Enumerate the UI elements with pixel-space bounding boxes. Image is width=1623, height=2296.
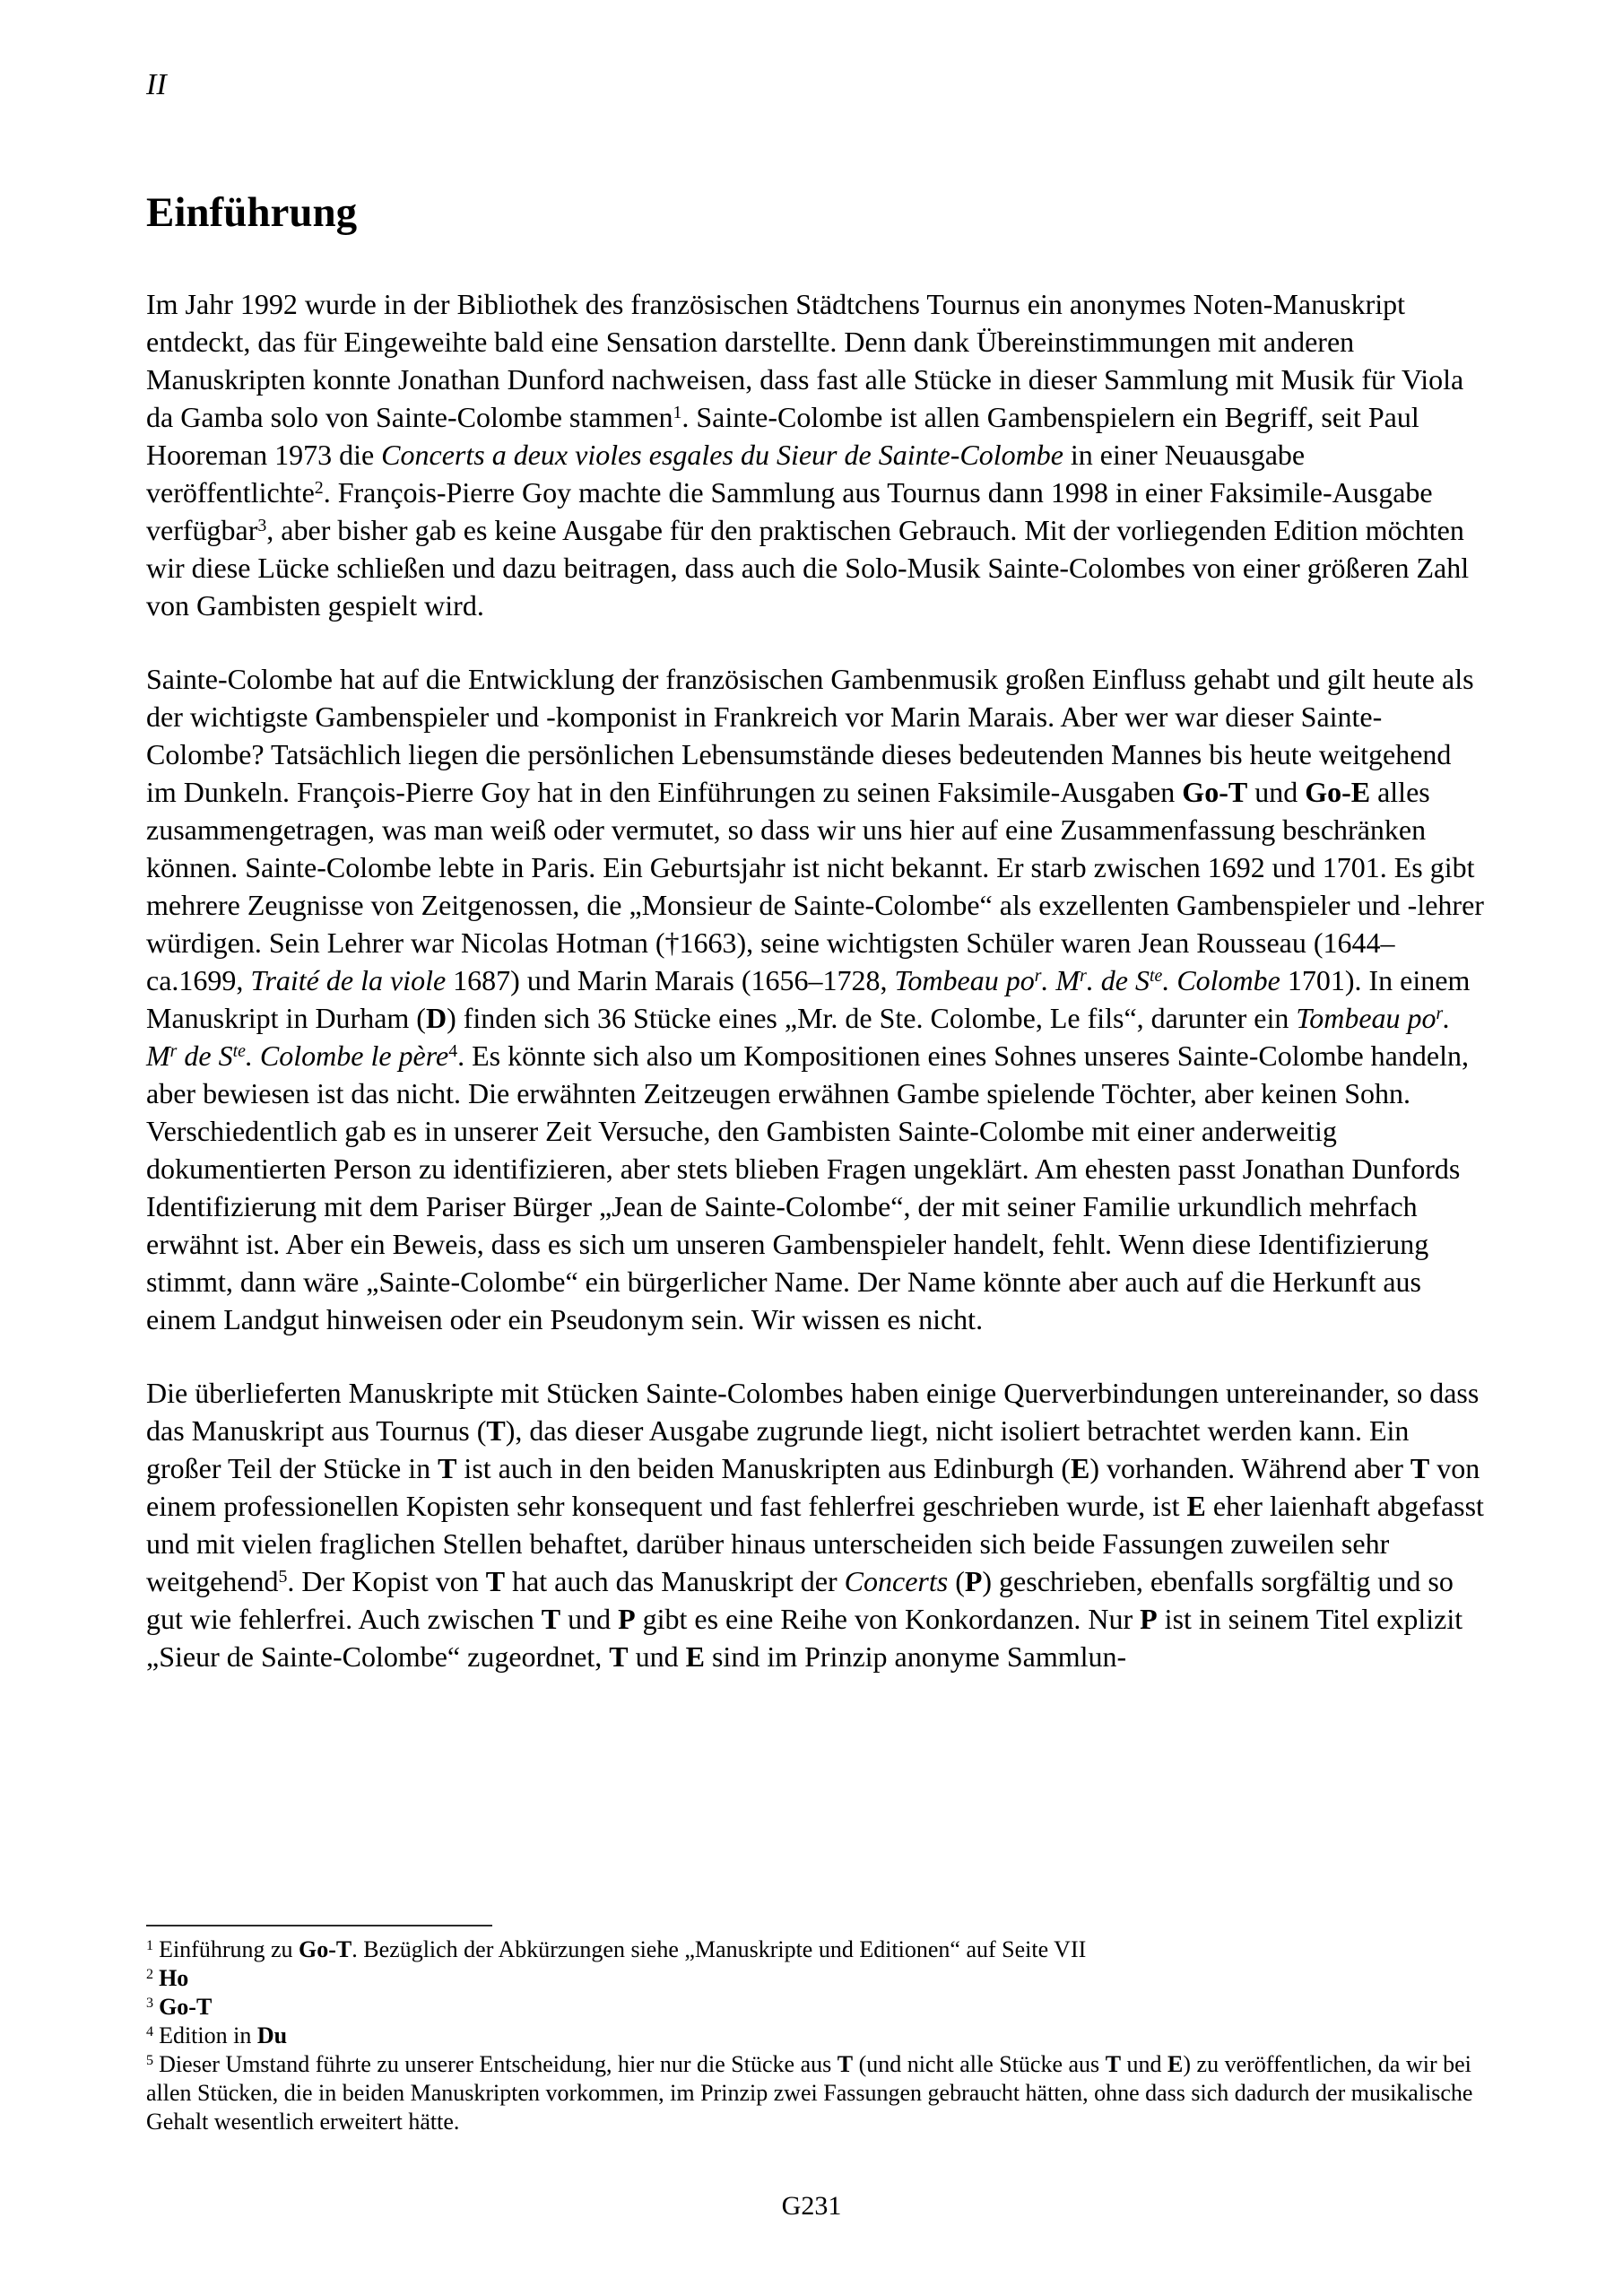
footnote-3 [146, 1993, 1484, 2022]
footnote-number: 3 [146, 1995, 154, 2011]
footnote-block [146, 1925, 1484, 2136]
footnote-4 [146, 2022, 1484, 2050]
footnote-text: Dieser Umstand führte zu unserer Entscheidung, hier nur die Stücke aus T (und nicht alle Stücke aus T und E) zu veröffentlichen, da wir bei allen Stücken, die in beiden Manuskripten vorkommen, im Prinzip zwei Fassungen gebraucht hätten, ohne dass sich dadurch der musikalische Gehalt wesentlich erweitert hätte. [146, 2051, 1473, 2135]
page-number: II [146, 68, 167, 101]
footnote-number: 4 [146, 2023, 154, 2039]
footnote-text: Einführung zu Go-T. Bezüglich der Abkürzungen siehe „Manuskripte und Editionen“ auf Seite VII [159, 1936, 1087, 1962]
paragraph-3: Die überlieferten Manuskripte mit Stücken Sainte-Colombes haben einige Querverbindungen untereinander, so dass das Manuskript aus Tournus (T), das dieser Ausgabe zugrunde liegt, nicht isoliert betrachtet werden kann. Ein großer Teil der Stücke in T ist auch in den beiden Manuskripten aus Edinburgh (E) vorhanden. Während aber T von einem professionellen Kopisten sehr konsequent und fast fehlerfrei geschrieben wurde, ist E eher laienhaft abgefasst und mit vielen fraglichen Stellen behaftet, darüber hinaus unterscheiden sich beide Fassungen zuweilen sehr weitgehend$^5$. Der Kopist von T hat auch das Manuskript der Concerts (P) geschrieben, ebenfalls sorgfältig und so gut wie fehlerfrei. Auch zwischen T und P gibt es eine Reihe von Konkordanzen. Nur P ist in seinem Titel explizit „Sieur de Sainte-Colombe“ zugeordnet, T und E sind im Prinzip anonyme Sammlun- [146, 1377, 1484, 1673]
footnote-text: Go-T [159, 1994, 213, 2020]
footnote-number: 2 [146, 1966, 154, 1982]
footnote-text: Edition in Du [159, 2022, 288, 2048]
footnote-5 [146, 2050, 1484, 2136]
paragraph-1: Im Jahr 1992 wurde in der Bibliothek des französischen Städtchens Tournus ein anonymes Noten-Manuskript entdeckt, das für Eingeweihte bald eine Sensation darstellte. Denn dank Übereinstimmungen mit anderen Manuskripten konnte Jonathan Dunford nachweisen, dass fast alle Stücke in dieser Sammlung mit Musik für Viola da Gamba solo von Sainte-Colombe stammen$^1$. Sainte-Colombe ist allen Gambenspielern ein Begriff, seit Paul Hooreman 1973 die Concerts a deux violes esgales du Sieur de Sainte-Colombe in einer Neuausgabe veröffentlichte$^2$. François-Pierre Goy machte die Sammlung aus Tournus dann 1998 in einer Faksimile-Ausgabe verfügbar$^3$, aber bisher gab es keine Ausgabe für den praktischen Gebrauch. Mit der vorliegenden Edition möchten wir diese Lücke schließen und dazu beitragen, dass auch die Solo-Musik Sainte-Colombes von einer größeren Zahl von Gambisten gespielt wird. [146, 288, 1470, 622]
paragraph-2: Sainte-Colombe hat auf die Entwicklung der französischen Gambenmusik großen Einfluss gehabt und gilt heute als der wichtigste Gambenspieler und -komponist in Frankreich vor Marin Marais. Aber wer war dieser Sainte-Colombe? Tatsächlich liegen die persönlichen Lebensumstände dieses bedeutenden Mannes bis heute weitgehend im Dunkeln. François-Pierre Goy hat in den Einführungen zu seinen Faksimile-Ausgaben Go-T und Go-E alles zusammengetragen, was man weiß oder vermutet, so dass wir uns hier auf eine Zusammenfassung beschränken können. Sainte-Colombe lebte in Paris. Ein Geburtsjahr ist nicht bekannt. Er starb zwischen 1692 und 1701. Es gibt mehrere Zeugnisse von Zeitgenossen, die „Monsieur de Sainte-Colombe“ als exzellenten Gambenspieler und -lehrer würdigen. Sein Lehrer war Nicolas Hotman (†1663), seine wichtigsten Schüler waren Jean Rousseau (1644–ca.1699, Traité de la viole 1687) und Marin Marais (1656–1728, Tombeau $po^r$. $M^r$. de $S^{te}$. Colombe 1701). In einem Manuskript in Durham (D) finden sich 36 Stücke eines „Mr. de Ste. Colombe, Le fils“, darunter ein Tombeau $po^r$. $M^r$ de $S^{te}$. Colombe le père$^4$. Es könnte sich also um Kompositionen eines Sohnes unseres Sainte-Colombe handeln, aber bewiesen ist das nicht. Die erwähnten Zeitzeugen erwähnen Gambe spielende Töchter, aber keinen Sohn. Verschiedentlich gab es in unserer Zeit Versuche, den Gambisten Sainte-Colombe mit einer anderweitig dokumentierten Person zu identifizieren, aber stets blieben Fragen ungeklärt. Am ehesten passt Jonathan Dunfords Identifizierung mit dem Pariser Bürger „Jean de Sainte-Colombe“, der mit seiner Familie urkundlich mehrfach erwähnt ist. Aber ein Beweis, dass es sich um unseren Gambenspieler handelt, fehlt. Wenn diese Identifizierung stimmt, dann wäre „Sainte-Colombe“ ein bürgerlicher Name. Der Name könnte aber auch auf die Herkunft aus einem Landgut hinweisen oder ein Pseudonym sein. Wir wissen es nicht. [146, 663, 1484, 1335]
footnote-separator [146, 1925, 492, 1926]
footnote-text: Ho [159, 1965, 189, 1991]
catalog-number: G231 [781, 2191, 842, 2221]
footnote-2 [146, 1964, 1484, 1993]
page-title: Einführung [146, 189, 358, 236]
footnote-number: 1 [146, 1937, 154, 1953]
footnote-number: 5 [146, 2052, 154, 2068]
footnote-1 [146, 1935, 1484, 1964]
